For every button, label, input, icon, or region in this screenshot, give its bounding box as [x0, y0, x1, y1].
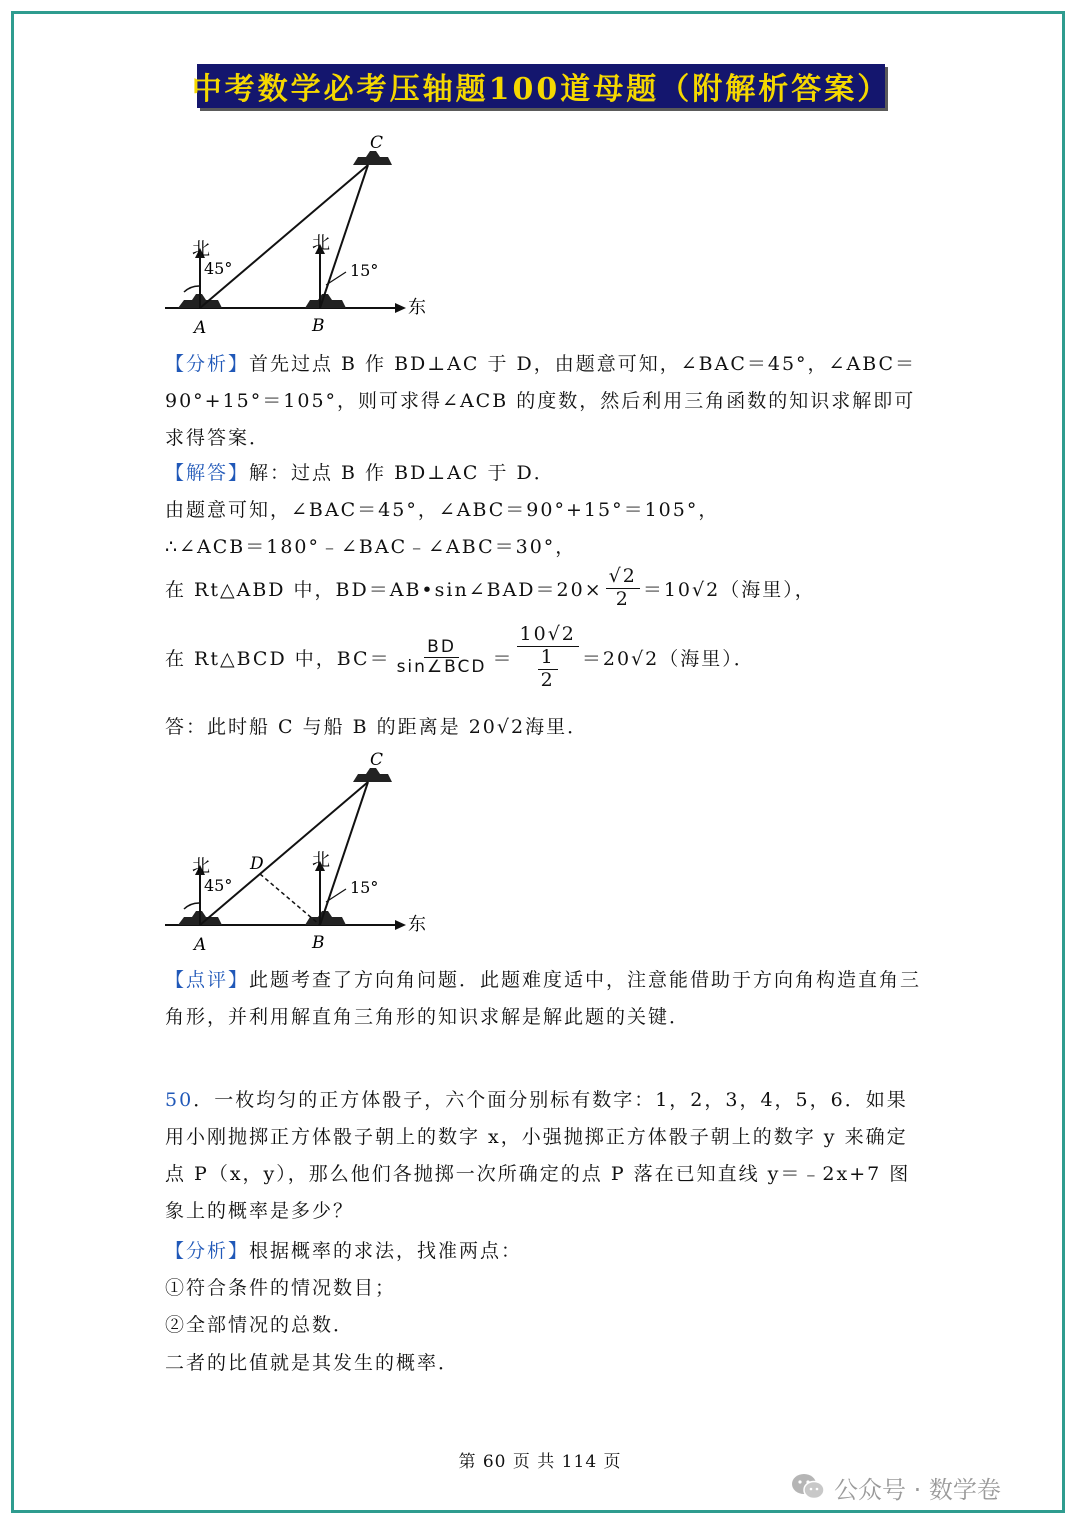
solution-line-4: 在 Rt△ABD 中，BD＝AB•sin∠BAD＝20× $\frac{√2}{2}$ ＝10√2（海里）， [165, 565, 816, 610]
north-label-b: 北 [312, 233, 330, 254]
analysis-2-line: 【分析】根据概率的求法，找准两点： [165, 1240, 523, 1262]
north-label-b-2: 北 [312, 850, 330, 871]
point-c-label-2: C [370, 750, 384, 770]
watermark [790, 1465, 1060, 1509]
page-footer: 第 60 页 共 114 页 [458, 1452, 622, 1472]
problem-50 [165, 1082, 925, 1230]
wechat-icon [790, 1472, 826, 1502]
solution-line-3: ∴∠ACB＝180°﹣∠BAC﹣∠ABC＝30°， [165, 536, 577, 558]
solution-tag: 【解答】 [165, 462, 250, 484]
solution-line-2: 由题意可知，∠BAC＝45°，∠ABC＝90°+15°＝105°， [165, 499, 720, 521]
fraction-complex: $\frac{10√2}{\frac{1}{2}}$ [517, 624, 579, 692]
east-label: 东 [408, 297, 426, 318]
fraction-bd-over-sin: $\frac{BD}{\text{sin∠BCD}}$ [396, 636, 487, 678]
point-d-label: D [250, 854, 264, 874]
analysis-2-tag: 【分析】 [165, 1240, 250, 1262]
analysis-text: 首先过点 B 作 BD⊥AC 于 D，由题意可知，∠BAC＝45°，∠ABC＝90°+15°＝105°，则可求得∠ACB 的度数，然后利用三角函数的知识求解即可求得答案． [165, 353, 917, 449]
solution-line-1: 【解答】解：过点 B 作 BD⊥AC 于 D． [165, 462, 555, 484]
north-label-a: 北 [192, 239, 210, 260]
problem-number: 50 [165, 1089, 194, 1111]
analysis-2-conclusion: 二者的比值就是其发生的概率． [165, 1352, 460, 1374]
direction-diagram [160, 128, 435, 343]
angle-a-label: 45° [204, 259, 233, 278]
analysis-2-item-1: ①符合条件的情况数目； [165, 1277, 397, 1299]
analysis-tag: 【分析】 [165, 353, 250, 375]
point-b-label: B [312, 316, 325, 336]
problem-text: ．一枚均匀的正方体骰子，六个面分别标有数字：1，2，3，4，5，6．如果用小刚抛掷正方体骰子朝上的数字 x，小强抛掷正方体骰子朝上的数字 y 来确定点 P（x，y），那么他们各抛掷一次所确定的点 P 落在已知直线 y＝﹣2x+7 图象上的概率是多少？ [165, 1089, 911, 1222]
solution-line-5: 在 Rt△BCD 中，BC＝ $\frac{BD}{\text{sin∠BCD}}$ ＝ $\frac{10√2}{\frac{1}{2}}$ ＝20√2（海里）． [165, 623, 755, 691]
angle-b-label-2: 15° [350, 878, 379, 897]
comment-tag: 【点评】 [165, 969, 250, 991]
point-a-label-2: A [194, 935, 207, 955]
answer-line: 答：此时船 C 与船 B 的距离是 20√2海里． [165, 716, 589, 738]
analysis-1 [165, 346, 925, 457]
north-label-a-2: 北 [192, 856, 210, 877]
point-a-label: A [194, 318, 207, 338]
angle-b-label: 15° [350, 261, 379, 280]
point-b-label-2: B [312, 933, 325, 953]
title-banner [191, 64, 891, 108]
watermark-text: 公众号 · 数学卷 [834, 1475, 1001, 1504]
angle-a-label-2: 45° [204, 876, 233, 895]
page-title: 中考数学必考压轴题100道母题（附解析答案） [191, 72, 891, 107]
comment-block [165, 962, 925, 1036]
point-c-label: C [370, 133, 384, 153]
east-label-2: 东 [408, 914, 426, 935]
analysis-2-item-2: ②全部情况的总数． [165, 1314, 355, 1336]
comment-text: 此题考查了方向角问题．此题难度适中，注意能借助于方向角构造直角三角形，并利用解直角三角形的知识求解是解此题的关键． [165, 969, 922, 1028]
fraction-sqrt2-over-2: $\frac{√2}{2}$ [606, 566, 640, 611]
direction-diagram-with-d [160, 745, 435, 960]
